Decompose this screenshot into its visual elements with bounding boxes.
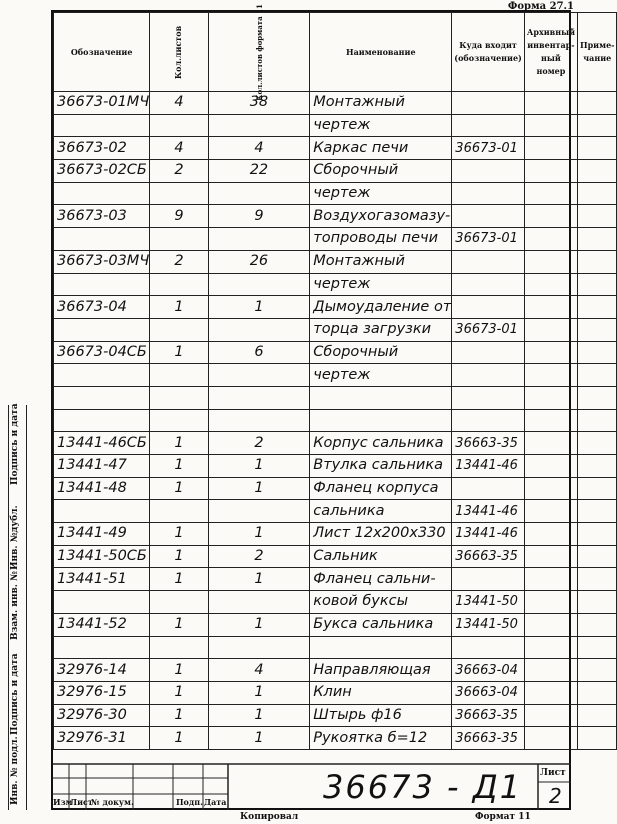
cell-format11 bbox=[208, 114, 310, 137]
cell-archive-no bbox=[524, 160, 577, 183]
cell-where-used bbox=[452, 568, 525, 591]
table-row bbox=[54, 318, 617, 341]
cell-designation bbox=[54, 364, 150, 387]
cell-note bbox=[578, 704, 617, 727]
cell-archive-no bbox=[524, 205, 577, 228]
cell-where-used bbox=[452, 341, 525, 364]
header-note: Приме-чание bbox=[578, 13, 617, 92]
cell-format11: 4 bbox=[208, 137, 310, 160]
table-row bbox=[54, 341, 617, 364]
cell-sheets: 1 bbox=[150, 545, 208, 568]
cell-format11 bbox=[208, 500, 310, 523]
cell-note bbox=[578, 659, 617, 682]
cell-name: чертеж bbox=[310, 182, 452, 205]
table-row bbox=[54, 182, 617, 205]
cell-name: Сальник bbox=[310, 545, 452, 568]
cell-note bbox=[578, 681, 617, 704]
table-row bbox=[54, 681, 617, 704]
cell-archive-no bbox=[524, 432, 577, 455]
cell-where-used bbox=[452, 296, 525, 319]
cell-name: чертеж bbox=[310, 364, 452, 387]
cell-sheets: 1 bbox=[150, 727, 208, 750]
table-header-row bbox=[54, 13, 617, 92]
cell-note bbox=[578, 341, 617, 364]
header-where-used: Куда входит (обозначение) bbox=[452, 13, 525, 92]
cell-designation: 13441-52 bbox=[54, 613, 150, 636]
cell-archive-no bbox=[524, 523, 577, 546]
cell-designation bbox=[54, 591, 150, 614]
cell-sheets bbox=[150, 228, 208, 251]
cell-designation bbox=[54, 228, 150, 251]
cell-where-used bbox=[452, 114, 525, 137]
cell-name: Корпус сальника bbox=[310, 432, 452, 455]
cell-name: Направляющая bbox=[310, 659, 452, 682]
cell-designation: 32976-14 bbox=[54, 659, 150, 682]
cell-sheets bbox=[150, 273, 208, 296]
cell-note bbox=[578, 432, 617, 455]
cell-where-used bbox=[452, 636, 525, 659]
cell-archive-no bbox=[524, 591, 577, 614]
cell-archive-no bbox=[524, 659, 577, 682]
cell-note bbox=[578, 137, 617, 160]
cell-sheets: 1 bbox=[150, 432, 208, 455]
cell-name bbox=[310, 636, 452, 659]
cell-note bbox=[578, 636, 617, 659]
table-row bbox=[54, 205, 617, 228]
cell-name: Фланец корпуса bbox=[310, 477, 452, 500]
table-row bbox=[54, 613, 617, 636]
cell-name: Воздухогазомазу- bbox=[310, 205, 452, 228]
cell-name bbox=[310, 386, 452, 409]
cell-where-used: 36663-35 bbox=[452, 727, 525, 750]
left-side-strip bbox=[8, 405, 50, 810]
cell-sheets bbox=[150, 114, 208, 137]
cell-archive-no bbox=[524, 386, 577, 409]
table-row bbox=[54, 500, 617, 523]
cell-archive-no bbox=[524, 500, 577, 523]
cell-where-used: 36663-35 bbox=[452, 704, 525, 727]
cell-name: Монтажный bbox=[310, 92, 452, 115]
cell-format11: 22 bbox=[208, 160, 310, 183]
cell-archive-no bbox=[524, 137, 577, 160]
cell-where-used bbox=[452, 364, 525, 387]
cell-sheets bbox=[150, 636, 208, 659]
cell-sheets bbox=[150, 386, 208, 409]
cell-name bbox=[310, 409, 452, 432]
cell-designation: 32976-31 bbox=[54, 727, 150, 750]
cell-sheets bbox=[150, 364, 208, 387]
cell-designation bbox=[54, 636, 150, 659]
inv-no-original: Инв. № подл. bbox=[10, 736, 20, 805]
cell-note bbox=[578, 523, 617, 546]
cell-format11 bbox=[208, 409, 310, 432]
cell-note bbox=[578, 182, 617, 205]
cell-format11: 1 bbox=[208, 455, 310, 478]
cell-archive-no bbox=[524, 455, 577, 478]
cell-note bbox=[578, 114, 617, 137]
header-designation: Обозначение bbox=[54, 13, 150, 92]
cell-name: Фланец сальни- bbox=[310, 568, 452, 591]
cell-format11: 1 bbox=[208, 681, 310, 704]
cell-where-used: 13441-46 bbox=[452, 455, 525, 478]
cell-format11 bbox=[208, 636, 310, 659]
sign-date-2: Подпись и дата bbox=[10, 403, 20, 485]
cell-archive-no bbox=[524, 545, 577, 568]
cell-format11: 6 bbox=[208, 341, 310, 364]
cell-sheets: 4 bbox=[150, 92, 208, 115]
cell-where-used: 36663-35 bbox=[452, 545, 525, 568]
cell-note bbox=[578, 477, 617, 500]
cell-format11: 1 bbox=[208, 296, 310, 319]
cell-name: сальника bbox=[310, 500, 452, 523]
cell-note bbox=[578, 568, 617, 591]
cell-designation bbox=[54, 182, 150, 205]
cell-where-used: 36663-35 bbox=[452, 432, 525, 455]
stamp-sign: Подп. bbox=[176, 797, 203, 807]
cell-where-used bbox=[452, 386, 525, 409]
cell-note bbox=[578, 250, 617, 273]
cell-where-used bbox=[452, 182, 525, 205]
cell-designation: 13441-46СБ bbox=[54, 432, 150, 455]
cell-archive-no bbox=[524, 727, 577, 750]
cell-sheets bbox=[150, 591, 208, 614]
replace-inv-no: Взам. инв. № bbox=[10, 571, 20, 640]
cell-where-used bbox=[452, 477, 525, 500]
cell-note bbox=[578, 613, 617, 636]
cell-designation: 36673-03МЧ bbox=[54, 250, 150, 273]
cell-designation bbox=[54, 114, 150, 137]
cell-note bbox=[578, 545, 617, 568]
cell-format11 bbox=[208, 228, 310, 251]
stamp-izm: Изм bbox=[53, 797, 73, 807]
cell-archive-no bbox=[524, 409, 577, 432]
sign-date-1: Подпись и дата bbox=[10, 653, 20, 735]
cell-note bbox=[578, 228, 617, 251]
cell-format11 bbox=[208, 591, 310, 614]
cell-name: чертеж bbox=[310, 273, 452, 296]
cell-name: Штырь ф16 bbox=[310, 704, 452, 727]
cell-note bbox=[578, 727, 617, 750]
cell-sheets: 4 bbox=[150, 137, 208, 160]
table-row bbox=[54, 273, 617, 296]
cell-note bbox=[578, 409, 617, 432]
table-row bbox=[54, 727, 617, 750]
cell-sheets: 2 bbox=[150, 250, 208, 273]
cell-designation: 13441-47 bbox=[54, 455, 150, 478]
title-block bbox=[53, 764, 571, 810]
cell-where-used: 36663-04 bbox=[452, 681, 525, 704]
cell-name: Втулка сальника bbox=[310, 455, 452, 478]
table-row bbox=[54, 228, 617, 251]
cell-name: топроводы печи bbox=[310, 228, 452, 251]
cell-archive-no bbox=[524, 364, 577, 387]
cell-format11 bbox=[208, 273, 310, 296]
cell-name: Сборочный bbox=[310, 160, 452, 183]
cell-format11: 2 bbox=[208, 432, 310, 455]
cell-name: Рукоятка б=12 bbox=[310, 727, 452, 750]
cell-name: Лист 12х200х330 bbox=[310, 523, 452, 546]
cell-sheets: 1 bbox=[150, 341, 208, 364]
cell-sheets: 9 bbox=[150, 205, 208, 228]
cell-format11: 1 bbox=[208, 727, 310, 750]
cell-format11 bbox=[208, 182, 310, 205]
cell-note bbox=[578, 500, 617, 523]
cell-where-used: 36673-01 bbox=[452, 318, 525, 341]
cell-where-used: 36673-01 bbox=[452, 228, 525, 251]
cell-designation: 13441-49 bbox=[54, 523, 150, 546]
cell-note bbox=[578, 205, 617, 228]
cell-name: ковой буксы bbox=[310, 591, 452, 614]
sheet-label: Лист bbox=[540, 768, 566, 778]
cell-name: Дымоудаление от bbox=[310, 296, 452, 319]
cell-archive-no bbox=[524, 681, 577, 704]
inv-no-dup: Инв. №дубл. bbox=[10, 505, 20, 570]
cell-sheets: 1 bbox=[150, 613, 208, 636]
cell-where-used: 13441-46 bbox=[452, 523, 525, 546]
table-row bbox=[54, 477, 617, 500]
cell-archive-no bbox=[524, 568, 577, 591]
cell-format11: 2 bbox=[208, 545, 310, 568]
cell-archive-no bbox=[524, 250, 577, 273]
cell-format11: 1 bbox=[208, 477, 310, 500]
table-row bbox=[54, 409, 617, 432]
cell-format11 bbox=[208, 386, 310, 409]
cell-format11 bbox=[208, 318, 310, 341]
table-row bbox=[54, 296, 617, 319]
table-row bbox=[54, 114, 617, 137]
cell-format11: 1 bbox=[208, 704, 310, 727]
table-row bbox=[54, 523, 617, 546]
cell-sheets bbox=[150, 182, 208, 205]
document-code: 36673 - Д1 bbox=[323, 768, 523, 806]
table-row bbox=[54, 137, 617, 160]
cell-archive-no bbox=[524, 92, 577, 115]
cell-designation: 13441-48 bbox=[54, 477, 150, 500]
cell-archive-no bbox=[524, 182, 577, 205]
cell-sheets bbox=[150, 318, 208, 341]
table-row bbox=[54, 92, 617, 115]
table-row bbox=[54, 636, 617, 659]
cell-name: Букса сальника bbox=[310, 613, 452, 636]
cell-designation: 36673-04 bbox=[54, 296, 150, 319]
cell-designation: 36673-02 bbox=[54, 137, 150, 160]
cell-archive-no bbox=[524, 704, 577, 727]
table-row bbox=[54, 545, 617, 568]
table-row bbox=[54, 250, 617, 273]
cell-note bbox=[578, 318, 617, 341]
cell-archive-no bbox=[524, 477, 577, 500]
cell-where-used: 13441-46 bbox=[452, 500, 525, 523]
cell-designation bbox=[54, 386, 150, 409]
cell-sheets: 1 bbox=[150, 477, 208, 500]
cell-format11 bbox=[208, 364, 310, 387]
table-row bbox=[54, 568, 617, 591]
cell-designation bbox=[54, 273, 150, 296]
stamp-doc-no: № докум. bbox=[91, 797, 134, 807]
cell-sheets: 2 bbox=[150, 160, 208, 183]
cell-designation: 36673-04СБ bbox=[54, 341, 150, 364]
cell-name: торца загрузки bbox=[310, 318, 452, 341]
cell-designation bbox=[54, 500, 150, 523]
cell-format11: 1 bbox=[208, 568, 310, 591]
cell-where-used bbox=[452, 205, 525, 228]
cell-archive-no bbox=[524, 613, 577, 636]
cell-archive-no bbox=[524, 341, 577, 364]
cell-sheets: 1 bbox=[150, 681, 208, 704]
table-row bbox=[54, 659, 617, 682]
header-name: Наименование bbox=[310, 13, 452, 92]
cell-format11: 26 bbox=[208, 250, 310, 273]
cell-where-used bbox=[452, 250, 525, 273]
cell-sheets: 1 bbox=[150, 455, 208, 478]
cell-format11: 1 bbox=[208, 613, 310, 636]
cell-note bbox=[578, 364, 617, 387]
cell-designation: 36673-01МЧ bbox=[54, 92, 150, 115]
cell-note bbox=[578, 160, 617, 183]
cell-name: Монтажный bbox=[310, 250, 452, 273]
cell-designation: 32976-15 bbox=[54, 681, 150, 704]
cell-sheets: 1 bbox=[150, 568, 208, 591]
cell-format11: 38 bbox=[208, 92, 310, 115]
cell-sheets: 1 bbox=[150, 296, 208, 319]
cell-sheets: 1 bbox=[150, 659, 208, 682]
cell-name: Клин bbox=[310, 681, 452, 704]
header-archive-no: Архивный инвентар-ный номер bbox=[524, 13, 577, 92]
cell-archive-no bbox=[524, 296, 577, 319]
header-sheets-count: Кол.листов bbox=[150, 13, 208, 92]
cell-sheets bbox=[150, 500, 208, 523]
cell-sheets: 1 bbox=[150, 523, 208, 546]
cell-sheets: 1 bbox=[150, 704, 208, 727]
cell-designation: 36673-03 bbox=[54, 205, 150, 228]
stamp-date: Дата bbox=[204, 797, 227, 807]
table-row bbox=[54, 386, 617, 409]
cell-where-used bbox=[452, 409, 525, 432]
cell-name: чертеж bbox=[310, 114, 452, 137]
cell-archive-no bbox=[524, 318, 577, 341]
cell-designation: 32976-30 bbox=[54, 704, 150, 727]
cell-designation: 13441-50СБ bbox=[54, 545, 150, 568]
cell-format11: 1 bbox=[208, 523, 310, 546]
cell-designation bbox=[54, 318, 150, 341]
cell-where-used: 36673-01 bbox=[452, 137, 525, 160]
cell-archive-no bbox=[524, 273, 577, 296]
cell-note bbox=[578, 455, 617, 478]
cell-where-used bbox=[452, 160, 525, 183]
cell-where-used bbox=[452, 92, 525, 115]
table-row bbox=[54, 455, 617, 478]
cell-note bbox=[578, 273, 617, 296]
cell-note bbox=[578, 92, 617, 115]
table-row bbox=[54, 432, 617, 455]
sheet-number: 2 bbox=[549, 784, 562, 808]
table-row bbox=[54, 704, 617, 727]
stamp-list: Лист bbox=[70, 797, 93, 807]
copied-label: Копировал bbox=[240, 812, 299, 822]
cell-note bbox=[578, 591, 617, 614]
cell-where-used bbox=[452, 273, 525, 296]
cell-where-used: 36663-04 bbox=[452, 659, 525, 682]
cell-name: Сборочный bbox=[310, 341, 452, 364]
table-row bbox=[54, 364, 617, 387]
cell-designation: 13441-51 bbox=[54, 568, 150, 591]
cell-note bbox=[578, 296, 617, 319]
cell-archive-no bbox=[524, 636, 577, 659]
cell-archive-no bbox=[524, 114, 577, 137]
cell-designation bbox=[54, 409, 150, 432]
table-row bbox=[54, 160, 617, 183]
cell-format11: 9 bbox=[208, 205, 310, 228]
cell-sheets bbox=[150, 409, 208, 432]
cell-designation: 36673-02СБ bbox=[54, 160, 150, 183]
form-label: Форма 27.1 bbox=[507, 1, 574, 12]
cell-where-used: 13441-50 bbox=[452, 591, 525, 614]
cell-name: Каркас печи bbox=[310, 137, 452, 160]
header-format11-count: Кол.листов формата 11 bbox=[208, 13, 310, 92]
cell-format11: 4 bbox=[208, 659, 310, 682]
cell-where-used: 13441-50 bbox=[452, 613, 525, 636]
cell-note bbox=[578, 386, 617, 409]
format-label: Формат 11 bbox=[475, 812, 531, 822]
cell-archive-no bbox=[524, 228, 577, 251]
table-row bbox=[54, 591, 617, 614]
